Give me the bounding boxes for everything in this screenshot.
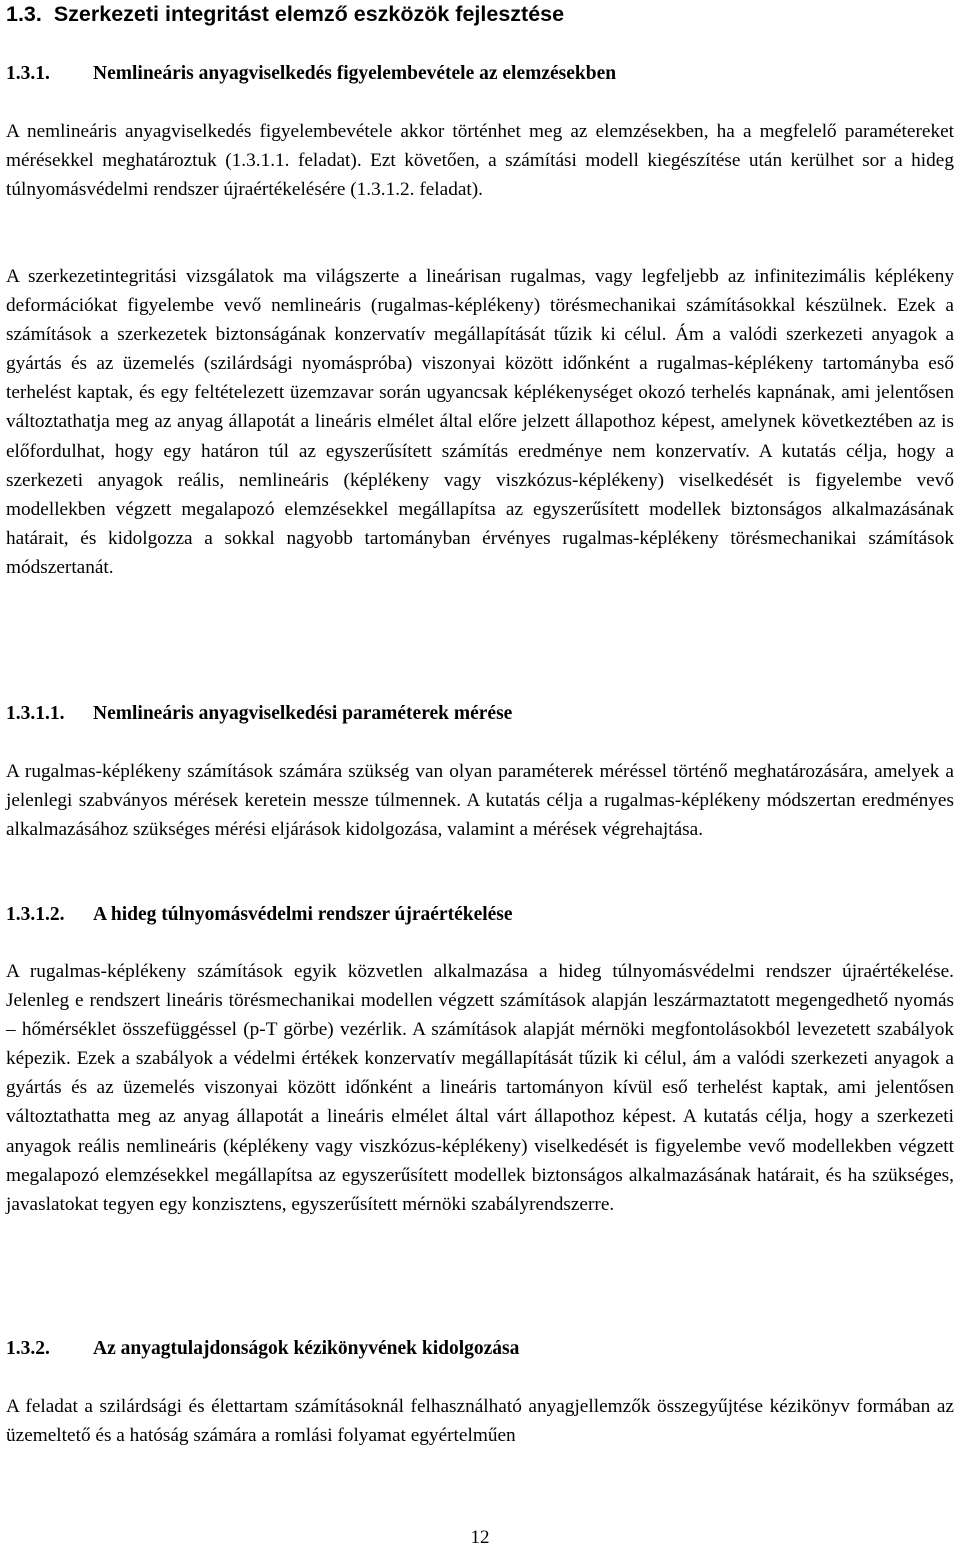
page-number: 12 [470, 1527, 490, 1548]
paragraph: A feladat a szilárdsági és élettartam számításoknál felhasználható anyagjellemzők összegyűjtése kézikönyv formában az üzemeltető és a hatóság számára a romlási folyamat egyértelműen [6, 1396, 954, 1447]
subsection-number: 1.3.1. [6, 63, 50, 84]
subsection-number: 1.3.1.1. [6, 703, 65, 724]
paragraph: A nemlineáris anyagviselkedés figyelembevétele akkor történhet meg az elemzésekben, ha a megfelelő paramétereket mérésekkel meghatároztuk (1.3.1.1. feladat). Ezt követően, a számítási modell kiegészítése után kerülhet sor a hideg túlnyomásvédelmi rendszer újraértékelésére (1.3.1.2. feladat). [6, 121, 954, 201]
subsection-heading [6, 1335, 519, 1363]
subsection-heading [6, 60, 616, 88]
subsection-heading [6, 700, 512, 728]
paragraph: A rugalmas-képlékeny számítások számára szükség van olyan paraméterek méréssel történő meghatározására, amelyek a jelenlegi szabványos mérések keretein messze túlmennek. A kutatás célja a rugalmas-képlékeny módszertan eredményes alkalmazásához szükséges mérési eljárások kidolgozása, valamint a mérések végrehajtása. [6, 761, 954, 841]
paragraph: A szerkezetintegritási vizsgálatok ma világszerte a lineárisan rugalmas, vagy legfeljebb az infinitezimális képlékeny deformációkat figyelembe vevő nemlineáris (rugalmas-képlékeny) törésmechanikai számításokkal készülnek. Ezek a számítások a szerkezetek biztonságának konzervatív megállapítását tűzik ki célul. Ám a valódi szerkezeti anyagok a gyártás és az üzemelés (szilárdsági nyomáspróba) viszonyai között időnként a rugalmas-képlékeny tartományba eső terhelést kaptak, és egy feltételezett üzemzavar során ugyancsak képlékenységet okozó terhelés kapnának, ami jelentősen változtathatja meg az anyag állapotát a lineáris elmélet által előre jelzett állapothoz képest, amelynek következtében az is előfordulhat, hogy egy határon túl az egyszerűsített számítás eredménye nem konzervatív. A kutatás célja, hogy a szerkezeti anyagok reális, nemlineáris (képlékeny vagy viszkózus-képlékeny) viselkedését is figyelembe vevő modellekben végzett megalapozó elemzésekkel megállapítsa az egyszerűsített modellek biztonságos alkalmazásának határait, és kidolgozza a sokkal nagyobb tartományban érvényes rugalmas-képlékeny törésmechanikai számítások módszertanát. [6, 266, 954, 578]
paragraph: A rugalmas-képlékeny számítások egyik közvetlen alkalmazása a hideg túlnyomásvédelmi rendszer újraértékelése. Jelenleg e rendszert lineáris törésmechanikai modellen végzett számítások alapján leszármaztatott megengedhető nyomás – hőmérséklet összefüggéssel (p-T görbe) vezérlik. A számítások alapját mérnöki megfontolásokból levezetett szabályok képezik. Ezek a szabályok a védelmi értékek konzervatív megállapítását tűzik ki célul, ám a valódi szerkezeti anyagok a gyártás és az üzemelés viszonyai között időnként a lineáris tartományon kívül eső terhelést kaptak, ami jelentősen változtathatta meg az anyag állapotát a lineáris elmélet által várt állapothoz képest. A kutatás célja, hogy a szerkezeti anyagok reális nemlineáris (képlékeny vagy viszkózus-képlékeny) viselkedését is figyelembe vevő modellekben végzett megalapozó elemzésekkel megállapítsa az egyszerűsített modellek biztonságos alkalmazásának határait, és ha szükséges, javaslatokat tegyen egy konzisztens, egyszerűsített mérnöki szabályrendszerre. [6, 961, 954, 1215]
subsection-number: 1.3.1.2. [6, 904, 65, 925]
section-title: Szerkezeti integritást elemző eszközök fejlesztése [53, 2, 565, 26]
subsection-number: 1.3.2. [6, 1338, 50, 1359]
section-number: 1.3. [6, 2, 42, 26]
subsection-title: Nemlineáris anyagviselkedés figyelembevétele az elemzésekben [93, 63, 617, 84]
subsection-title: Az anyagtulajdonságok kézikönyvének kidolgozása [93, 1338, 520, 1359]
section-heading [6, 0, 564, 30]
subsection-title: Nemlineáris anyagviselkedési paraméterek mérése [93, 703, 513, 724]
subsection-title: A hideg túlnyomásvédelmi rendszer újraértékelése [93, 904, 513, 925]
subsection-heading [6, 901, 513, 929]
